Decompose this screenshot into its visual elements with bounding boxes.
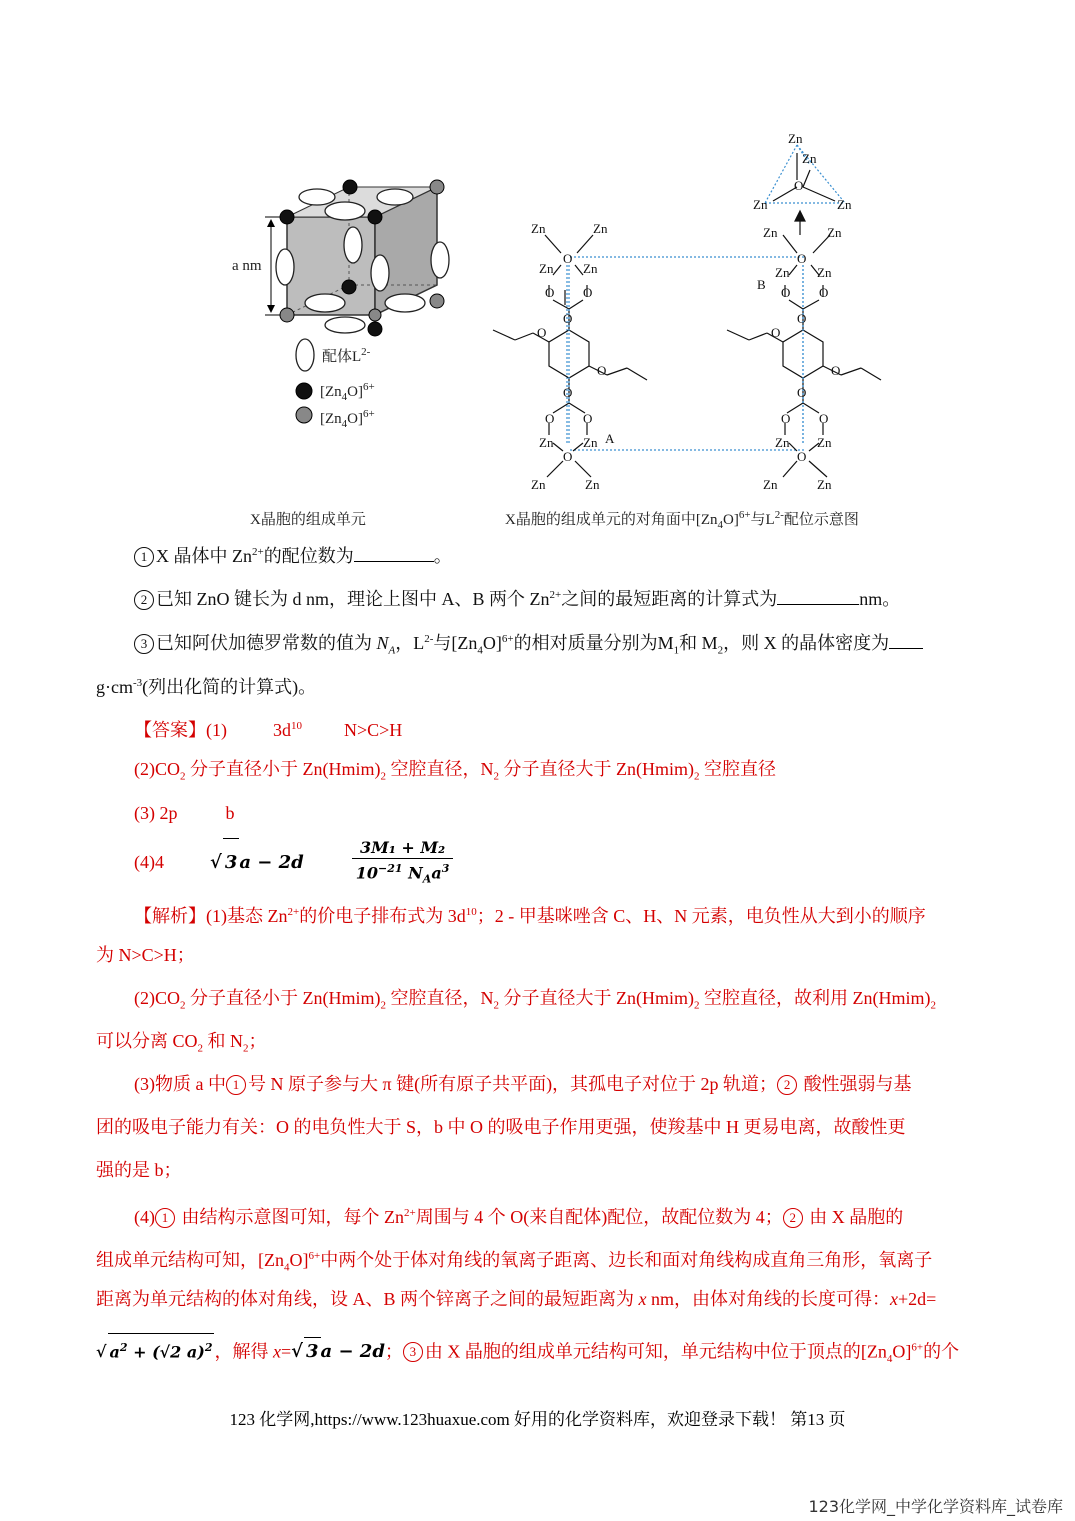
answer-blank xyxy=(354,545,434,562)
answer-4: (4)4 √ 3 a − 2d $\frac{\text{3M₁ + M₂}}{10^{-21} N_Aa^3}$ xyxy=(134,838,1014,888)
label-b: B xyxy=(757,277,766,292)
explanation-line-6: 团的吸电子能力有关：O 的电负性大于 S，b 中 O 的吸电子作用更强，使羧基中 H 更易电离，故酸性更 xyxy=(96,1117,906,1137)
answer-3: (3) 2p b xyxy=(134,803,235,823)
label-a: A xyxy=(605,431,615,446)
legend-cluster-grey: $[Zn_4O]^{6+}$ xyxy=(320,408,375,430)
o-atom: O xyxy=(797,251,807,266)
explanation-line-1: 【解析】(1)基态 $Zn^{2+}$的价电子排布式为 $3d^{10}$；2 - 甲基咪唑含 C、H、N 元素，电负性从大到小的顺序 xyxy=(134,906,926,926)
watermark: 123化学网_中学化学资料库_试卷库 xyxy=(808,1497,1063,1516)
coordination-diagram xyxy=(485,125,905,500)
o-atom: O xyxy=(819,285,829,300)
explanation-line-7: 强的是 b； xyxy=(96,1160,182,1180)
page-footer: 123 化学网,https://www.123huaxue.com 好用的化学资料库，欢迎登录下载！ 第13 页 xyxy=(229,1410,846,1429)
explanation-line-11: √ $a^2 + (√2$ a)$^2$ ，解得 x=√ 3 a − 2d； 3 由 X 晶胞的组成单元结构可知，单元结构中位于顶点的$[Zn_4O]^{6+}$的个 xyxy=(96,1333,976,1373)
dimension-label: a nm xyxy=(232,258,262,274)
o-atom: O xyxy=(831,363,841,378)
zn-atom: Zn xyxy=(837,197,852,212)
o-atom: O xyxy=(597,363,607,378)
o-atom: O xyxy=(583,411,593,426)
explanation-line-4: 可以分离 $CO_2$ 和 $N_2$； xyxy=(96,1031,267,1055)
answer-1: 【答案】(1) $3d^{10}$ N>C>H xyxy=(134,720,403,740)
o-atom: O xyxy=(545,411,555,426)
question-3-cont: $g\cdot cm^{-3}$(列出化简的计算式)。 xyxy=(96,677,317,697)
zn-atom: Zn xyxy=(531,221,546,236)
legend-cluster-dark: $[Zn_4O]^{6+}$ xyxy=(320,381,375,403)
o-atom: O xyxy=(545,285,555,300)
zn-atom: Zn xyxy=(817,435,832,450)
zn-atom: Zn xyxy=(593,221,608,236)
o-atom: O xyxy=(797,311,807,326)
zn-atom: Zn xyxy=(585,477,600,492)
explanation-line-9: 组成单元结构可知，$[Zn_4O]^{6+}$中两个处于体对角线的氧离子距离、边长和面对角线构成直角三角形，氧离子 xyxy=(96,1250,933,1274)
explanation-line-3: $(2)CO_2$ 分子直径小于 $Zn(Hmim)_2$ 空腔直径，$N_2$ 分子直径大于 $Zn(Hmim)_2$ 空腔直径，故利用 $Zn(Hmim)_2$ xyxy=(134,988,936,1012)
o-atom: O xyxy=(794,178,804,193)
zn-atom: Zn xyxy=(583,261,598,276)
figure-right-caption: X晶胞的组成单元的对角面中$[Zn_4O]^{6+}$与$L^{2-}$配位示意图 xyxy=(505,509,859,531)
o-atom: O xyxy=(583,285,593,300)
zn-atom: Zn xyxy=(827,225,842,240)
root-expression: √ $a^2 + (√2$ a)$^2$ xyxy=(96,1342,214,1361)
explanation-line-10: 距离为单元结构的体对角线，设 A、B 两个锌离子之间的最短距离为 x nm，由体对角线的长度可得：x+2d= xyxy=(96,1289,937,1309)
explanation-line-2: 为 N>C>H； xyxy=(96,945,195,965)
o-atom: O xyxy=(563,385,573,400)
question-1: 1 X 晶体中 $Zn^{2+}$的配位数为 。 xyxy=(134,538,1014,570)
density-fraction: $\frac{\text{3M₁ + M₂}}{10^{-21} N_Aa^3}$ xyxy=(352,838,454,890)
o-atom: O xyxy=(563,449,573,464)
zn-atom: Zn xyxy=(763,477,778,492)
zn-atom: Zn xyxy=(775,265,790,280)
zn-atom: Zn xyxy=(753,197,768,212)
answer-2: $(2)CO_2$ 分子直径小于 $Zn(Hmim)_2$ 空腔直径，$N_2$ 分子直径大于 $Zn(Hmim)_2$ 空腔直径 xyxy=(134,759,776,783)
question-3: 3 已知阿伏加德罗常数的值为 $N_A$，$L^{2-}$与$[Zn_4O]^{6+}$的相对质量分别为$M_1$和 $M_2$，则 X 的晶体密度为 xyxy=(134,625,1014,665)
zn-atom: Zn xyxy=(539,435,554,450)
answer-blank xyxy=(777,588,859,605)
o-atom: O xyxy=(781,285,791,300)
explanation-line-5: (3)物质 a 中 1 号 N 原子参与大 π 键(所有原子共平面)，其孤电子对位于 2p 轨道； 2 酸性强弱与基 xyxy=(134,1074,912,1094)
explanation-line-8: (4) 1 由结构示意图可知，每个 $Zn^{2+}$周围与 4 个 O(来自配体)配位，故配位数为 4； 2 由 X 晶胞的 xyxy=(134,1207,904,1227)
o-atom: O xyxy=(563,251,573,266)
zn-atom: Zn xyxy=(539,261,554,276)
o-atom: O xyxy=(537,325,547,340)
o-atom: O xyxy=(563,311,573,326)
zn-atom: Zn xyxy=(775,435,790,450)
zn-atom: Zn xyxy=(802,151,817,166)
o-atom: O xyxy=(781,411,791,426)
zn-atom: Zn xyxy=(817,477,832,492)
answer-blank xyxy=(889,632,923,649)
o-atom: O xyxy=(797,385,807,400)
question-2: 2 已知 ZnO 键长为 d nm，理论上图中 A、B 两个 $Zn^{2+}$之间的最短距离的计算式为 nm。 xyxy=(134,581,1014,613)
zn-atom: Zn xyxy=(817,265,832,280)
o-atom: O xyxy=(819,411,829,426)
zn-atom: Zn xyxy=(583,435,598,450)
o-atom: O xyxy=(797,449,807,464)
zn-atom: Zn xyxy=(531,477,546,492)
zn-atom: Zn xyxy=(788,131,803,146)
o-atom: O xyxy=(771,325,781,340)
legend-ligand: 配体$L^{2-}$ xyxy=(322,346,371,365)
zn-atom: Zn xyxy=(763,225,778,240)
figure-left-caption: X晶胞的组成单元 xyxy=(250,512,366,528)
